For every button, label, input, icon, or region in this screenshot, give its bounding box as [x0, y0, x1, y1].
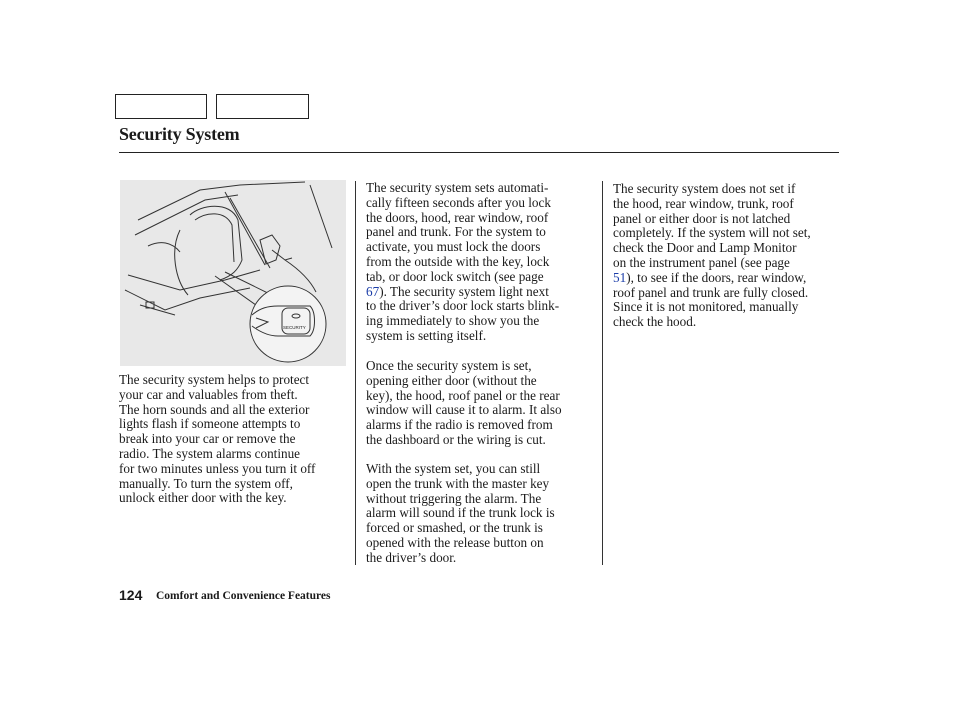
col2-para1-text-b: ). The security system light next to the driver’s door lock starts blink- ing immediately to show you the system is setting itself. [366, 283, 560, 343]
title-rule [119, 152, 839, 153]
page-number: 124 [119, 587, 143, 603]
header-tab-box-right [216, 94, 309, 119]
column-divider-1 [355, 181, 356, 565]
section-name: Comfort and Convenience Features [156, 590, 331, 602]
col2-paragraph-2: Once the security system is set, opening either door (without the key), the hood, roof panel or the rear window will cause it to alarm. It also alarms if the radio is removed from the dashboard or the wiring is cut. [366, 358, 562, 447]
security-light-illustration [120, 180, 346, 366]
col1-paragraph: The security system helps to protect your car and valuables from theft. The horn sounds and all the exterior lights flash if someone attempts to break into your car or remove the radio. The system alarms continue for two minutes unless you turn it off manually. To turn the system off, unlock either door with the key. [119, 372, 316, 506]
col3-para1-text-b: ), to see if the doors, rear window, roof panel and trunk are fully closed. Since it is not monitored, manually check the hood. [613, 269, 809, 330]
page-title: Security System [119, 124, 240, 144]
page-ref-51-link[interactable]: 51 [613, 269, 627, 285]
security-light-label: SECURITY [283, 325, 306, 330]
header-tab-box-left [115, 94, 207, 119]
col2-paragraph-1 [366, 181, 559, 344]
col3-paragraph [613, 182, 811, 330]
col2-paragraph-3: With the system set, you can still open the trunk with the master key without triggering the alarm. The alarm will sound if the trunk lock is forced or smashed, or the trunk is opened with the release button on the driver’s door. [366, 461, 555, 565]
column-divider-2 [602, 181, 603, 565]
col3-para1-text-a: The security system does not set if the hood, rear window, trunk, roof panel or either door is not latched completely. If the system will not set, check the Door and Lamp Monitor on the instrument panel (see page [613, 181, 811, 270]
page-ref-67-link[interactable]: 67 [366, 283, 380, 299]
col2-para1-text-a: The security system sets automati- cally fifteen seconds after you lock the doors, hood, rear window, roof panel and trunk. For the system to activate, you must lock the doors from the outside with the key, lock tab, or door lock switch (see page [366, 180, 551, 284]
